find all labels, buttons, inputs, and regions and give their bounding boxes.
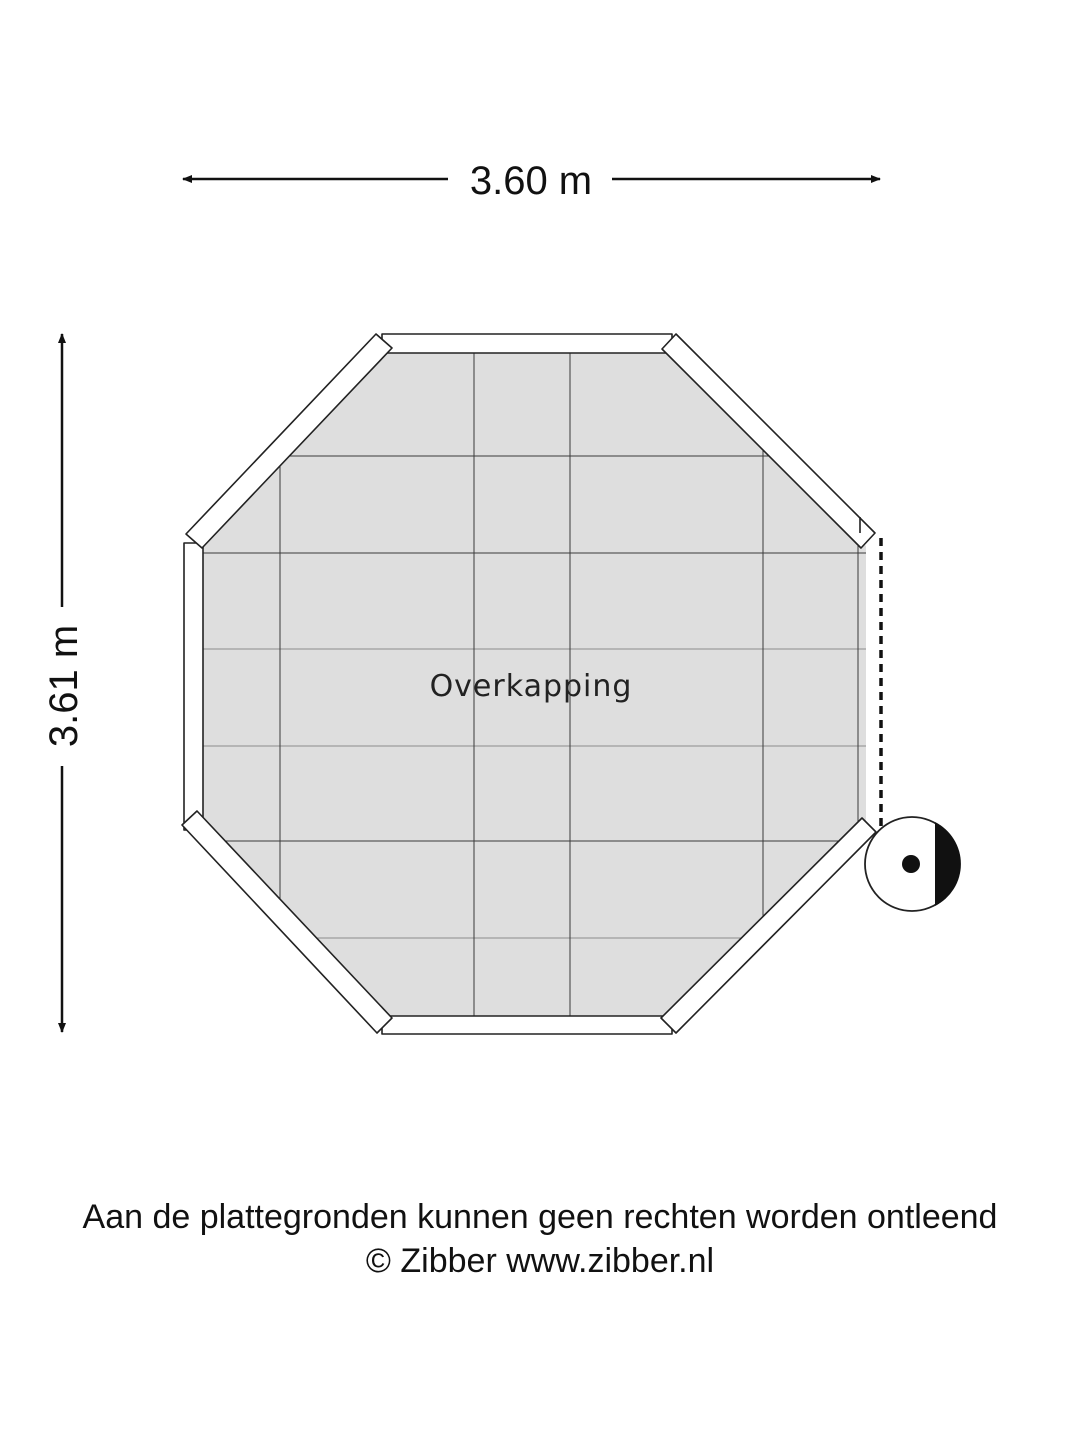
- width-dimension: [183, 159, 880, 203]
- room-name-label: Overkapping: [429, 669, 633, 704]
- height-dimension: [42, 334, 86, 1032]
- wall-top: [382, 334, 672, 353]
- footer-copyright: © Zibber www.zibber.nl: [365, 1242, 715, 1280]
- viewpoint-icon: [865, 817, 961, 911]
- width-dimension-label: 3.60 m: [469, 159, 593, 203]
- height-dimension-label: 3.61 m: [42, 624, 86, 748]
- footer-disclaimer: Aan de plattegronden kunnen geen rechten worden ontleend: [82, 1198, 998, 1236]
- wall-left: [184, 543, 203, 830]
- wall-bottom: [382, 1016, 672, 1034]
